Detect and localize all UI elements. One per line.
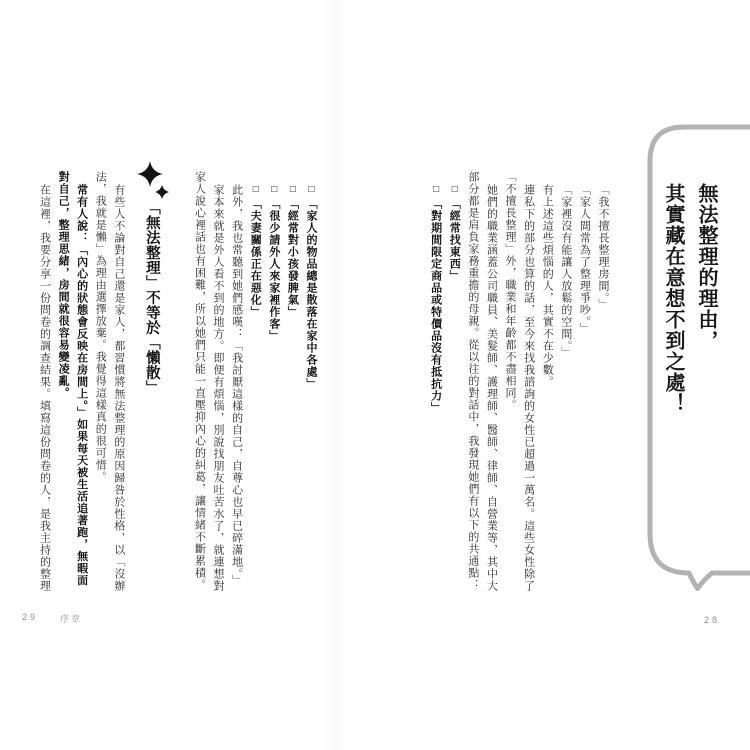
- checkbox-icon: □: [306, 184, 317, 196]
- checklist-item: [301, 171, 320, 595]
- quote-paragraph: 「家人間常為了整理爭吵。」: [578, 184, 591, 335]
- quote-paragraph: 「家裡沒有能讓人放鬆的空間。」: [559, 184, 572, 359]
- checklist-label: 「經常找東西」: [448, 198, 461, 282]
- sparkle-icon: [136, 160, 172, 206]
- section-heading: [140, 171, 164, 595]
- checklist-item: [283, 171, 302, 595]
- checklist-label: 「很少請外人來家裡作客」: [267, 198, 280, 342]
- bubble-title: [656, 183, 722, 443]
- left-page-text-block: [35, 171, 320, 595]
- body-paragraph: 有上述這些煩惱的人，其實不在少數。: [541, 184, 554, 388]
- chapter-label: 序章: [60, 614, 83, 624]
- section-heading-text: 「無法整理」不等於「懶散」: [143, 200, 160, 395]
- checkbox-icon: □: [287, 184, 299, 196]
- checklist-item: [264, 171, 283, 595]
- page-gutter: [322, 0, 348, 750]
- body-paragraph: 有些人不論對自己還是家人，都習慣將無法整理的原因歸咎於性格，以「沒辦法，我就是懶」為理由選擇放棄。我覺得這樣真的很可惜。: [94, 171, 125, 592]
- checkbox-icon: □: [268, 184, 280, 196]
- body-paragraph: 此外，我也常聽到她們感嘆：「我討厭這樣的自己，自尊心也早已碎滿地。」: [230, 184, 243, 587]
- bubble-title-line-1: 無法整理的理由，: [695, 183, 717, 351]
- emphasis-paragraph: 常有人說：「內心的狀態會反映在房間上。」如果每天被生活追著跑，無暇面對自己，整理思緒，房間就很容易變凌亂。: [57, 171, 88, 587]
- body-paragraph: 連私下的部分也算的話，至今來找我諮詢的女性已超過一萬名。這些女性除了「不擅長整理」外，職業和年齡都不盡相同。: [504, 171, 535, 592]
- checkbox-icon: □: [449, 184, 461, 196]
- checklist-item: [246, 171, 265, 595]
- checklist-label: 「對期間限定商品或特價品沒有抵抗力」: [429, 198, 442, 414]
- body-paragraph: 她們的職業涵蓋公司職員、美髮師、護理師、醫師、律師、自營業等，其中大部分都是肩負家務重擔的母親。從以往的對話中，我發現她們有以下的共通點：: [466, 171, 498, 592]
- body-paragraph: 家本來就是外人看不到的地方。即便有煩惱，別說找朋友吐苦水了，就連想對家人說心裡話也有困難，所以她們只能一直壓抑內心的糾葛，讓情緒不斷累積。: [193, 171, 225, 592]
- body-paragraph: 在這裡，我要分享一份問卷的調查結果。填寫這份問卷的人，是我主持的整理: [38, 184, 51, 592]
- checkbox-icon: □: [250, 184, 262, 196]
- checklist-label: 「夫妻關係正在惡化」: [249, 198, 262, 318]
- checklist-item: [426, 171, 445, 595]
- right-page-text-block: [426, 171, 612, 595]
- checklist-label: 「經常對小孩發脾氣」: [286, 198, 299, 318]
- checklist-item: [445, 171, 464, 595]
- checkbox-icon: □: [430, 184, 442, 196]
- page-number-right: 28: [704, 615, 721, 625]
- bubble-title-line-2: 其實藏在意想不到之處！: [662, 183, 684, 414]
- page-number-left: 29: [22, 612, 39, 622]
- quote-paragraph: 「我不擅長整理房間。」: [597, 184, 609, 311]
- checklist-label: 「家人的物品總是散落在家中各處」: [305, 198, 317, 390]
